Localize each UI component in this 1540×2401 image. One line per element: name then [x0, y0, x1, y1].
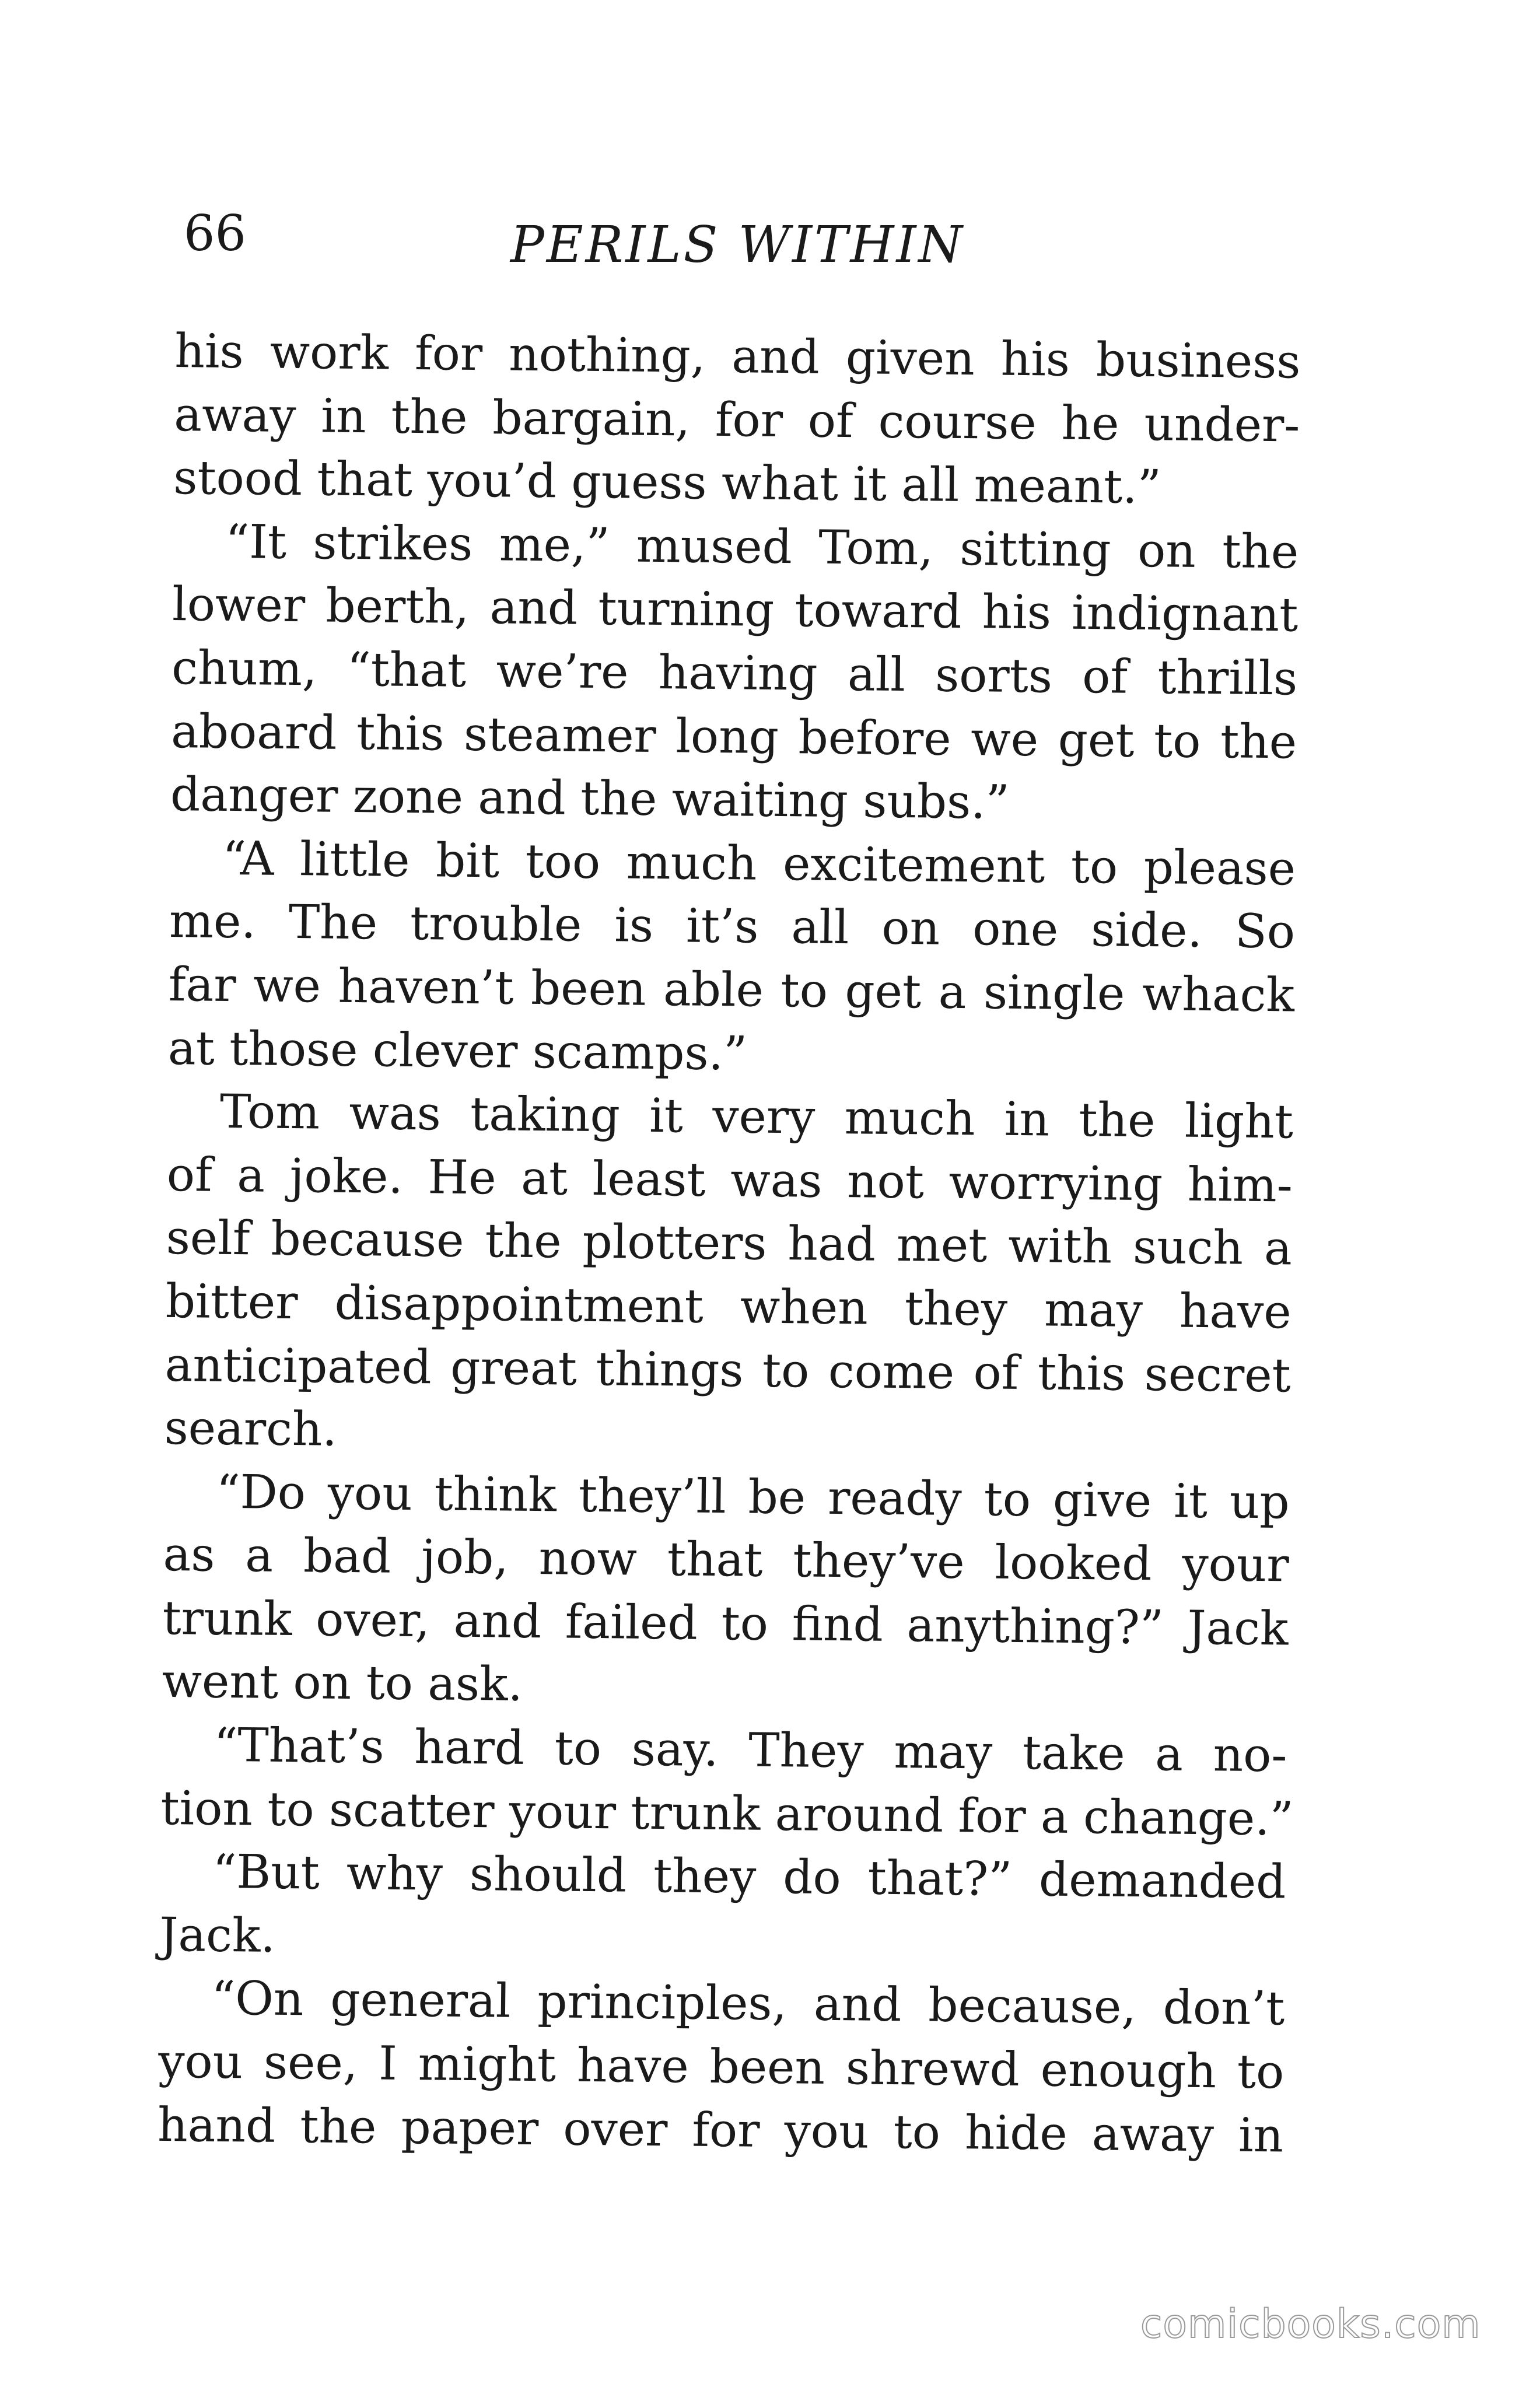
text-line: away in the bargain, for of course he under- [173, 387, 1300, 453]
text-line: aboard this steamer long before we get to the [170, 704, 1297, 769]
text-line: tion to scatter your trunk around for a change.” [160, 1780, 1294, 1846]
running-title: PERILS WITHIN [510, 216, 965, 274]
text-line: far we haven’t been able to get a single whack [168, 957, 1295, 1023]
text-line: at those clever scamps.” [167, 1020, 748, 1081]
text-line: of a joke. He at least was not worrying him- [166, 1147, 1293, 1213]
text-line: “Do you think they’ll be ready to give it up [216, 1464, 1290, 1530]
text-line: “That’s hard to say. They may take a no- [214, 1717, 1287, 1783]
text-line: danger zone and the waiting subs.” [170, 767, 1010, 830]
text-line: as a bad job, now that they’ve looked your [163, 1527, 1290, 1592]
text-line: “On general principles, and because, don’t [211, 1971, 1285, 2036]
text-line: “A little bit too much excitement to please [222, 831, 1296, 896]
text-line: his work for nothing, and given his business [174, 323, 1301, 389]
page-header [184, 201, 1298, 277]
text-line: Jack. [159, 1907, 276, 1963]
text-line: “But why should they do that?” demanded [212, 1844, 1286, 1909]
body-text [158, 320, 1301, 2168]
text-line: Tom was taking it very much in the light [219, 1084, 1294, 1149]
text-line: self because the plotters had met with such a [166, 1210, 1293, 1276]
text-line: trunk over, and failed to find anything?” Jack [162, 1590, 1289, 1656]
page-number: 66 [184, 205, 246, 262]
text-line: you see, I might have been shrewd enough to [158, 2034, 1284, 2099]
text-line: lower berth, and turning toward his indignant [172, 577, 1298, 642]
text-line: stood that you’d guess what it all meant.” [173, 450, 1162, 514]
text-line: me. The trouble is it’s all on one side. So [169, 894, 1296, 959]
text-line: “It strikes me,” mused Tom, sitting on the [225, 514, 1299, 579]
text-line: search. [164, 1401, 338, 1457]
text-line: bitter disappointment when they may have [165, 1273, 1292, 1339]
watermark: comicbooks.com [1140, 2301, 1481, 2347]
text-line: went on to ask. [162, 1654, 523, 1712]
text-line: hand the paper over for you to hide away in [157, 2097, 1284, 2163]
text-line: chum, “that we’re having all sorts of thrills [171, 640, 1298, 706]
text-line: anticipated great things to come of this secret [164, 1337, 1292, 1402]
